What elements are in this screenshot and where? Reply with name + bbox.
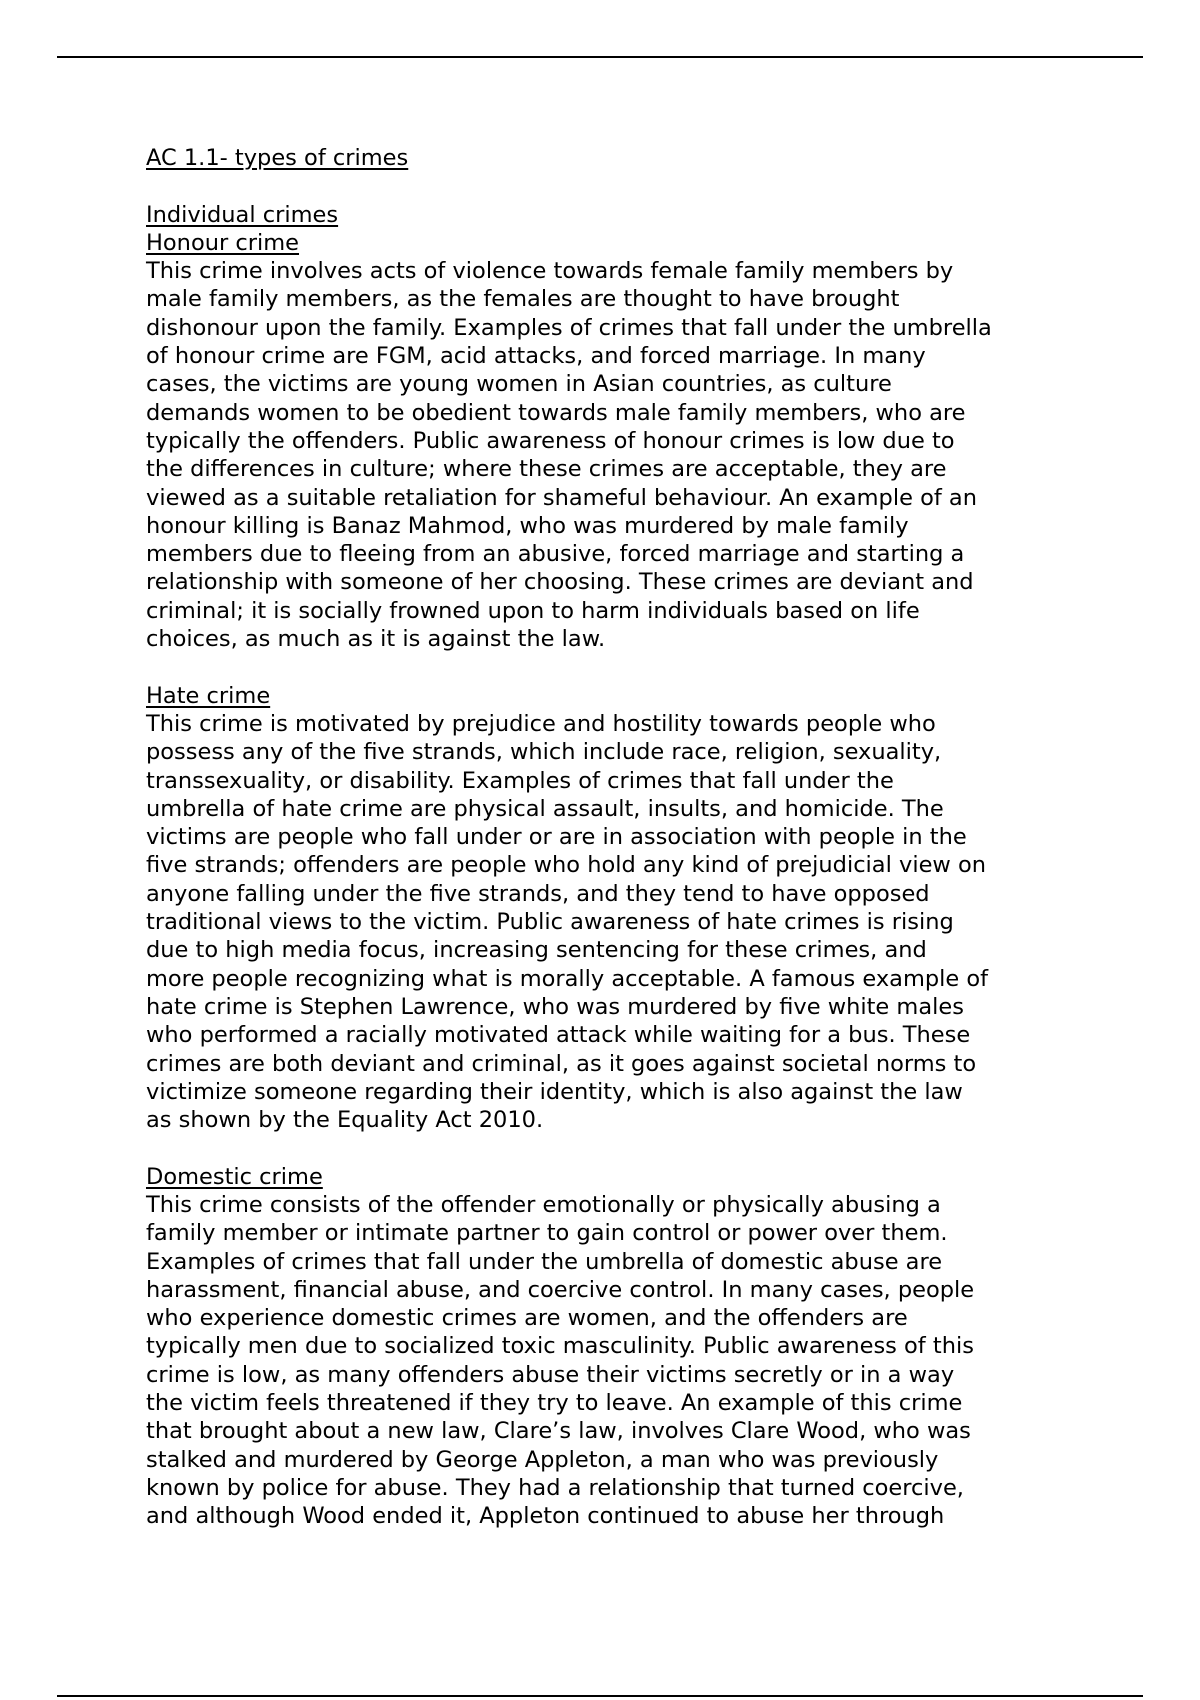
- paragraph-line: harassment, financial abuse, and coercive control. In many cases, people: [146, 1276, 975, 1303]
- header-rule: [57, 56, 1143, 58]
- paragraph-line: cases, the victims are young women in Asian countries, as culture: [146, 371, 892, 398]
- paragraph-line: viewed as a suitable retaliation for shameful behaviour. An example of an: [146, 484, 977, 511]
- spacer: [146, 172, 1086, 200]
- paragraph-line: as shown by the Equality Act 2010.: [146, 1107, 544, 1134]
- document-body: [146, 144, 1086, 1531]
- paragraph-line: who experience domestic crimes are women, and the offenders are: [146, 1305, 908, 1332]
- spacer: [146, 1134, 1086, 1162]
- domestic-crime-paragraph: [146, 1191, 1086, 1531]
- paragraph-line: criminal; it is socially frowned upon to harm individuals based on life: [146, 597, 920, 624]
- paragraph-line: This crime consists of the offender emotionally or physically abusing a: [146, 1191, 941, 1218]
- domestic-crime-heading: Domestic crime: [146, 1163, 323, 1190]
- paragraph-line: dishonour upon the family. Examples of crimes that fall under the umbrella: [146, 314, 992, 341]
- section-heading: Individual crimes: [146, 201, 339, 228]
- paragraph-line: crime is low, as many offenders abuse their victims secretly or in a way: [146, 1361, 955, 1388]
- paragraph-line: typically men due to socialized toxic masculinity. Public awareness of this: [146, 1333, 974, 1360]
- paragraph-line: Examples of crimes that fall under the umbrella of domestic abuse are: [146, 1248, 943, 1275]
- footer-rule: [57, 1695, 1143, 1697]
- paragraph-line: This crime involves acts of violence towards female family members by: [146, 258, 954, 285]
- paragraph-line: choices, as much as it is against the law.: [146, 626, 606, 653]
- paragraph-line: more people recognizing what is morally acceptable. A famous example of: [146, 965, 989, 992]
- paragraph-line: traditional views to the victim. Public awareness of hate crimes is rising: [146, 909, 954, 936]
- paragraph-line: victims are people who fall under or are in association with people in the: [146, 824, 967, 851]
- document-title: AC 1.1- types of crimes: [146, 145, 409, 171]
- honour-crime-paragraph: [146, 257, 1086, 653]
- paragraph-line: crimes are both deviant and criminal, as it goes against societal norms to: [146, 1050, 977, 1077]
- paragraph-line: family member or intimate partner to gain control or power over them.: [146, 1220, 948, 1247]
- honour-crime-heading: Honour crime: [146, 229, 300, 256]
- paragraph-line: known by police for abuse. They had a relationship that turned coercive,: [146, 1474, 964, 1501]
- paragraph-line: and although Wood ended it, Appleton continued to abuse her through: [146, 1503, 945, 1530]
- paragraph-line: male family members, as the females are thought to have brought: [146, 286, 900, 313]
- paragraph-line: honour killing is Banaz Mahmod, who was murdered by male family: [146, 512, 909, 539]
- paragraph-line: five strands; offenders are people who hold any kind of prejudicial view on: [146, 852, 986, 879]
- hate-crime-heading: Hate crime: [146, 682, 271, 709]
- paragraph-line: of honour crime are FGM, acid attacks, and forced marriage. In many: [146, 343, 926, 370]
- paragraph-line: umbrella of hate crime are physical assault, insults, and homicide. The: [146, 795, 944, 822]
- hate-crime-paragraph: [146, 710, 1086, 1134]
- paragraph-line: typically the offenders. Public awareness of honour crimes is low due to: [146, 427, 955, 454]
- paragraph-line: who performed a racially motivated attack while waiting for a bus. These: [146, 1022, 971, 1049]
- paragraph-line: possess any of the five strands, which include race, religion, sexuality,: [146, 739, 942, 766]
- paragraph-line: anyone falling under the five strands, and they tend to have opposed: [146, 880, 930, 907]
- paragraph-line: victimize someone regarding their identity, which is also against the law: [146, 1078, 963, 1105]
- paragraph-line: due to high media focus, increasing sentencing for these crimes, and: [146, 937, 927, 964]
- paragraph-line: members due to fleeing from an abusive, forced marriage and starting a: [146, 541, 965, 568]
- paragraph-line: that brought about a new law, Clare’s law, involves Clare Wood, who was: [146, 1418, 971, 1445]
- paragraph-line: relationship with someone of her choosing. These crimes are deviant and: [146, 569, 974, 596]
- paragraph-line: stalked and murdered by George Appleton, a man who was previously: [146, 1446, 939, 1473]
- paragraph-line: transsexuality, or disability. Examples of crimes that fall under the: [146, 767, 894, 794]
- paragraph-line: the differences in culture; where these crimes are acceptable, they are: [146, 456, 947, 483]
- paragraph-line: the victim feels threatened if they try to leave. An example of this crime: [146, 1390, 963, 1417]
- paragraph-line: This crime is motivated by prejudice and hostility towards people who: [146, 710, 936, 737]
- paragraph-line: demands women to be obedient towards male family members, who are: [146, 399, 966, 426]
- spacer: [146, 653, 1086, 681]
- paragraph-line: hate crime is Stephen Lawrence, who was murdered by five white males: [146, 993, 964, 1020]
